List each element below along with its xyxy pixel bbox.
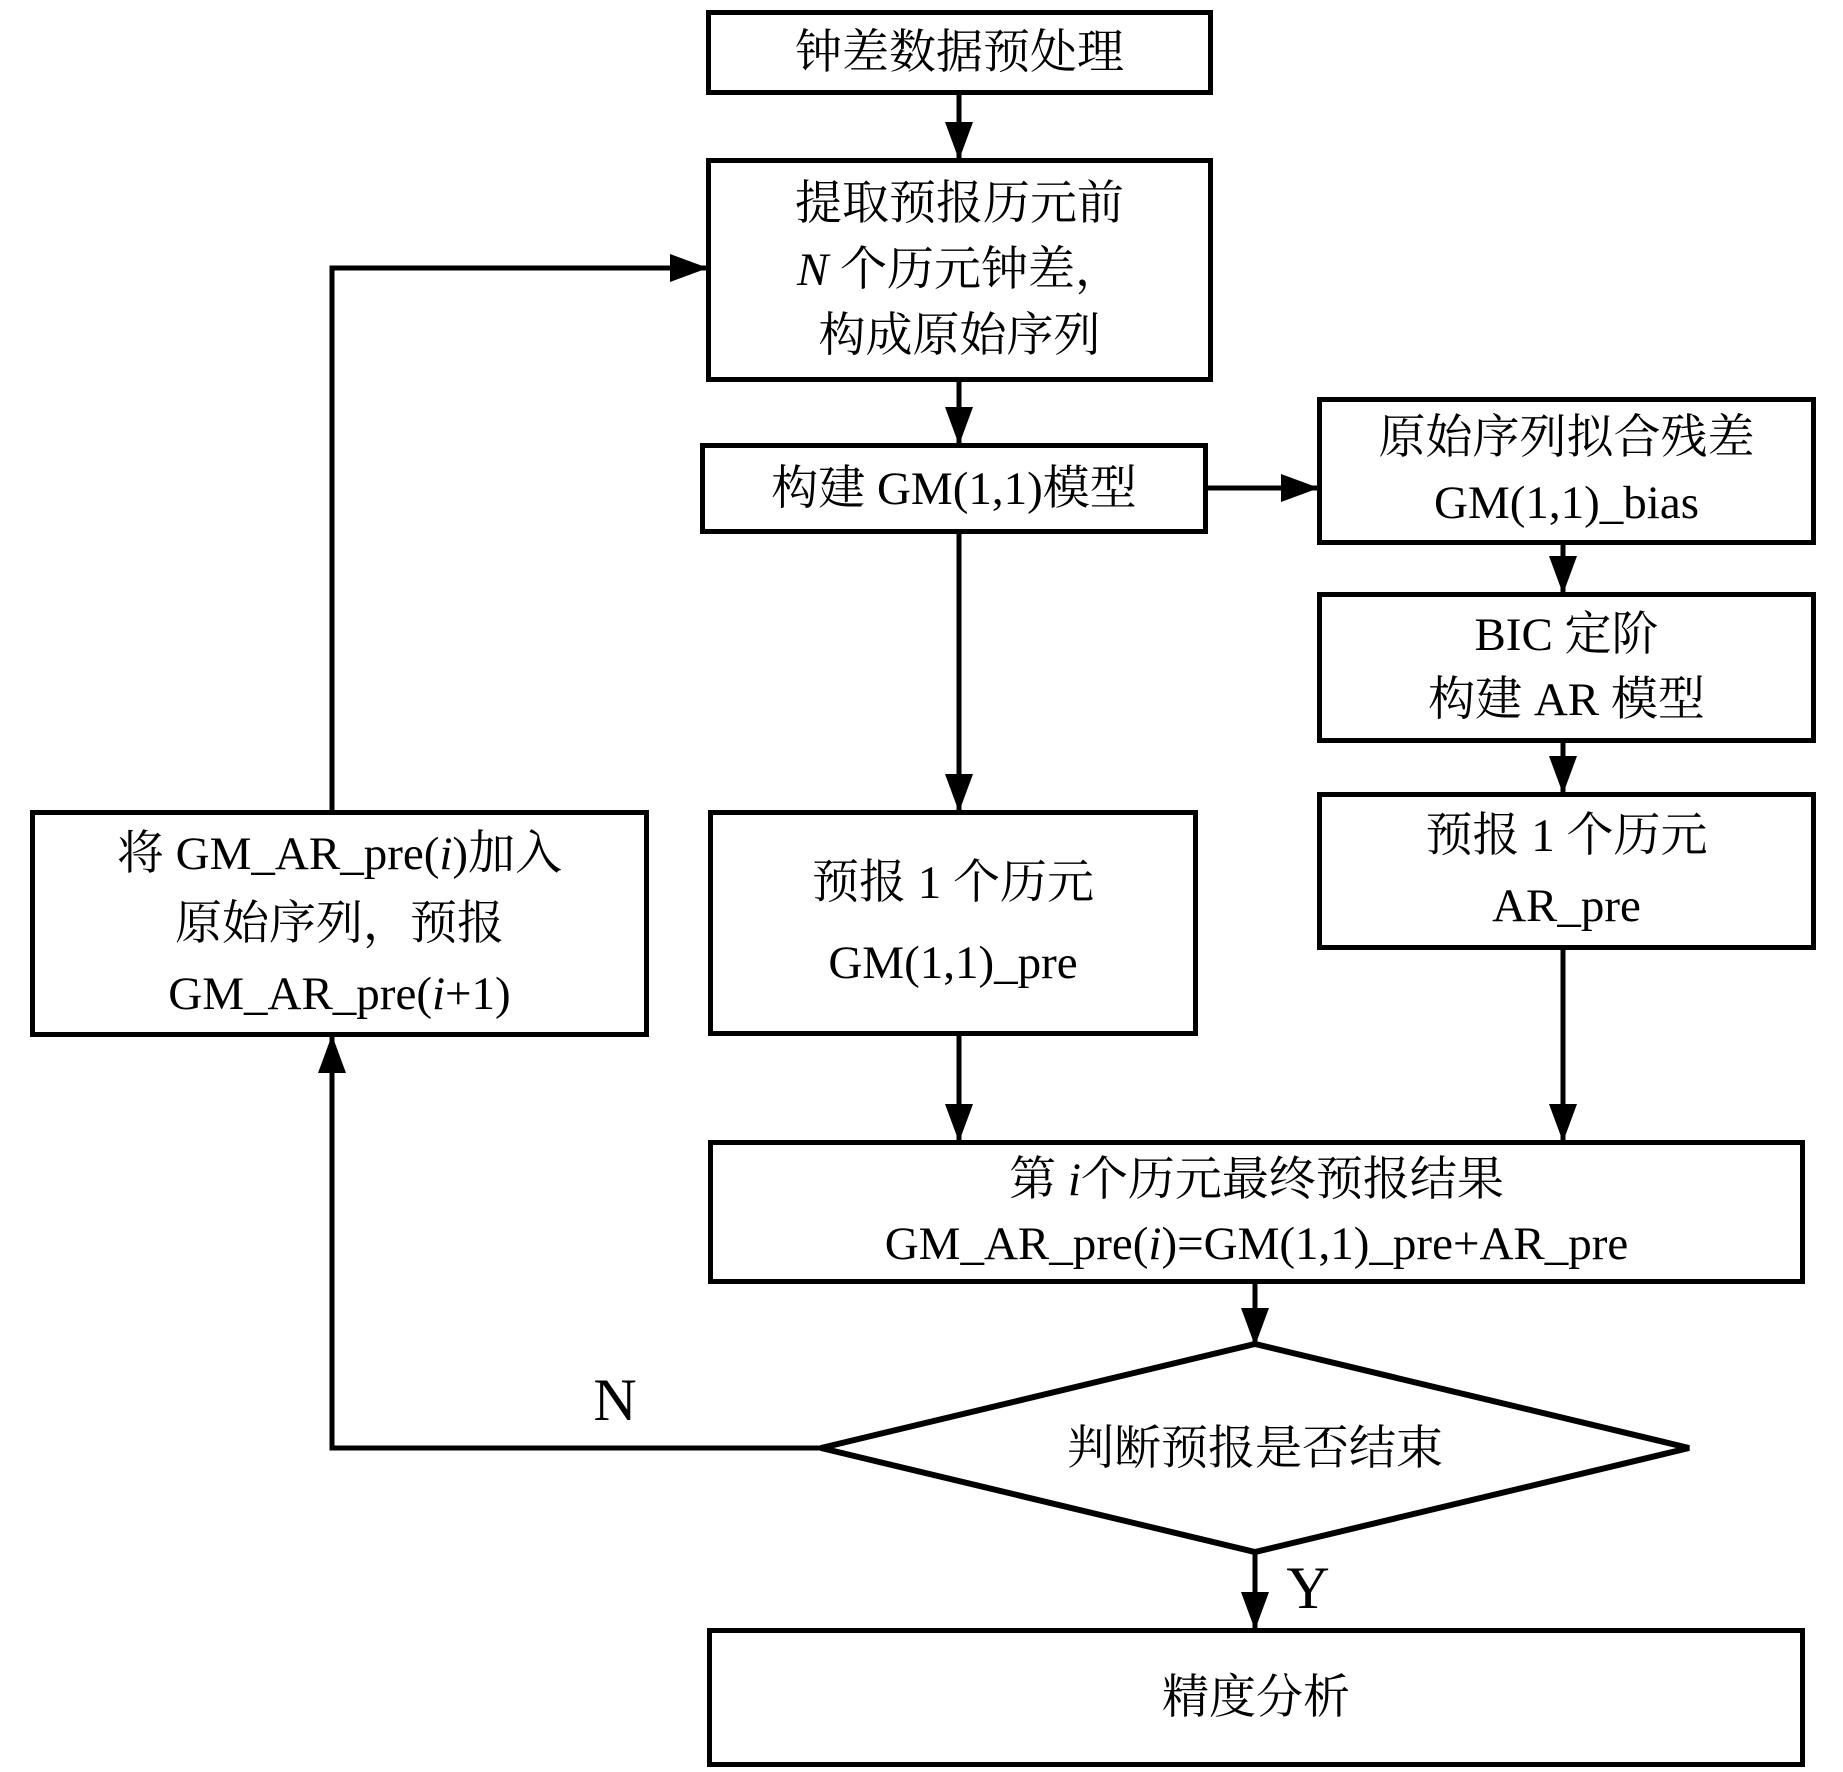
node-gm-bias [1317,397,1816,545]
node-result [708,1140,1805,1284]
node-ar-pre-line2: AR_pre [1492,880,1641,932]
node-gm-pre [708,810,1198,1036]
node-extract-line2: N 个历元钟差， [796,244,1123,296]
node-accuracy [707,1628,1805,1767]
node-feedback-line2: 原始序列，预报 [175,897,504,950]
node-bic-ar-line2: 构建 AR 模型 [1428,673,1705,726]
node-result-line1: 第 i个历元最终预报结果 [1009,1154,1504,1206]
node-gm-bias-line1: 原始序列拟合残差 [1378,412,1755,464]
node-ar-pre-line1: 预报 1 个历元 [1425,810,1708,862]
node-bic-ar-line1: BIC 定阶 [1474,608,1659,661]
node-feedback-line1: 将 GM_AR_pre(i)加入 [116,827,563,880]
node-ar-pre [1317,792,1816,950]
node-gm-model-label: 构建 GM(1,1)模型 [771,462,1137,515]
node-preprocess [706,10,1213,95]
branch-label-yes: Y [1286,1555,1330,1621]
node-accuracy-label: 精度分析 [1162,1671,1350,1724]
node-feedback-line3: GM_AR_pre(i+1) [168,967,511,1020]
node-gm-pre-line2: GM(1,1)_pre [828,937,1078,989]
node-preprocess-label: 钟差数据预处理 [795,26,1124,79]
node-bic-ar [1317,592,1816,743]
node-gm-model [700,443,1208,534]
node-decision-label: 判断预报是否结束 [1067,1423,1443,1475]
node-decision [905,1416,1605,1482]
node-feedback [30,810,649,1037]
node-gm-pre-line1: 预报 1 个历元 [812,857,1094,909]
node-extract-line1: 提取预报历元前 [795,178,1124,230]
node-extract [706,158,1213,382]
branch-label-no: N [593,1367,637,1433]
connector-feedback-extract [332,268,706,810]
node-gm-bias-line2: GM(1,1)_bias [1434,477,1699,529]
node-result-line2: GM_AR_pre(i)=GM(1,1)_pre+AR_pre [884,1218,1629,1270]
node-extract-line3: 构成原始序列 [818,310,1101,362]
